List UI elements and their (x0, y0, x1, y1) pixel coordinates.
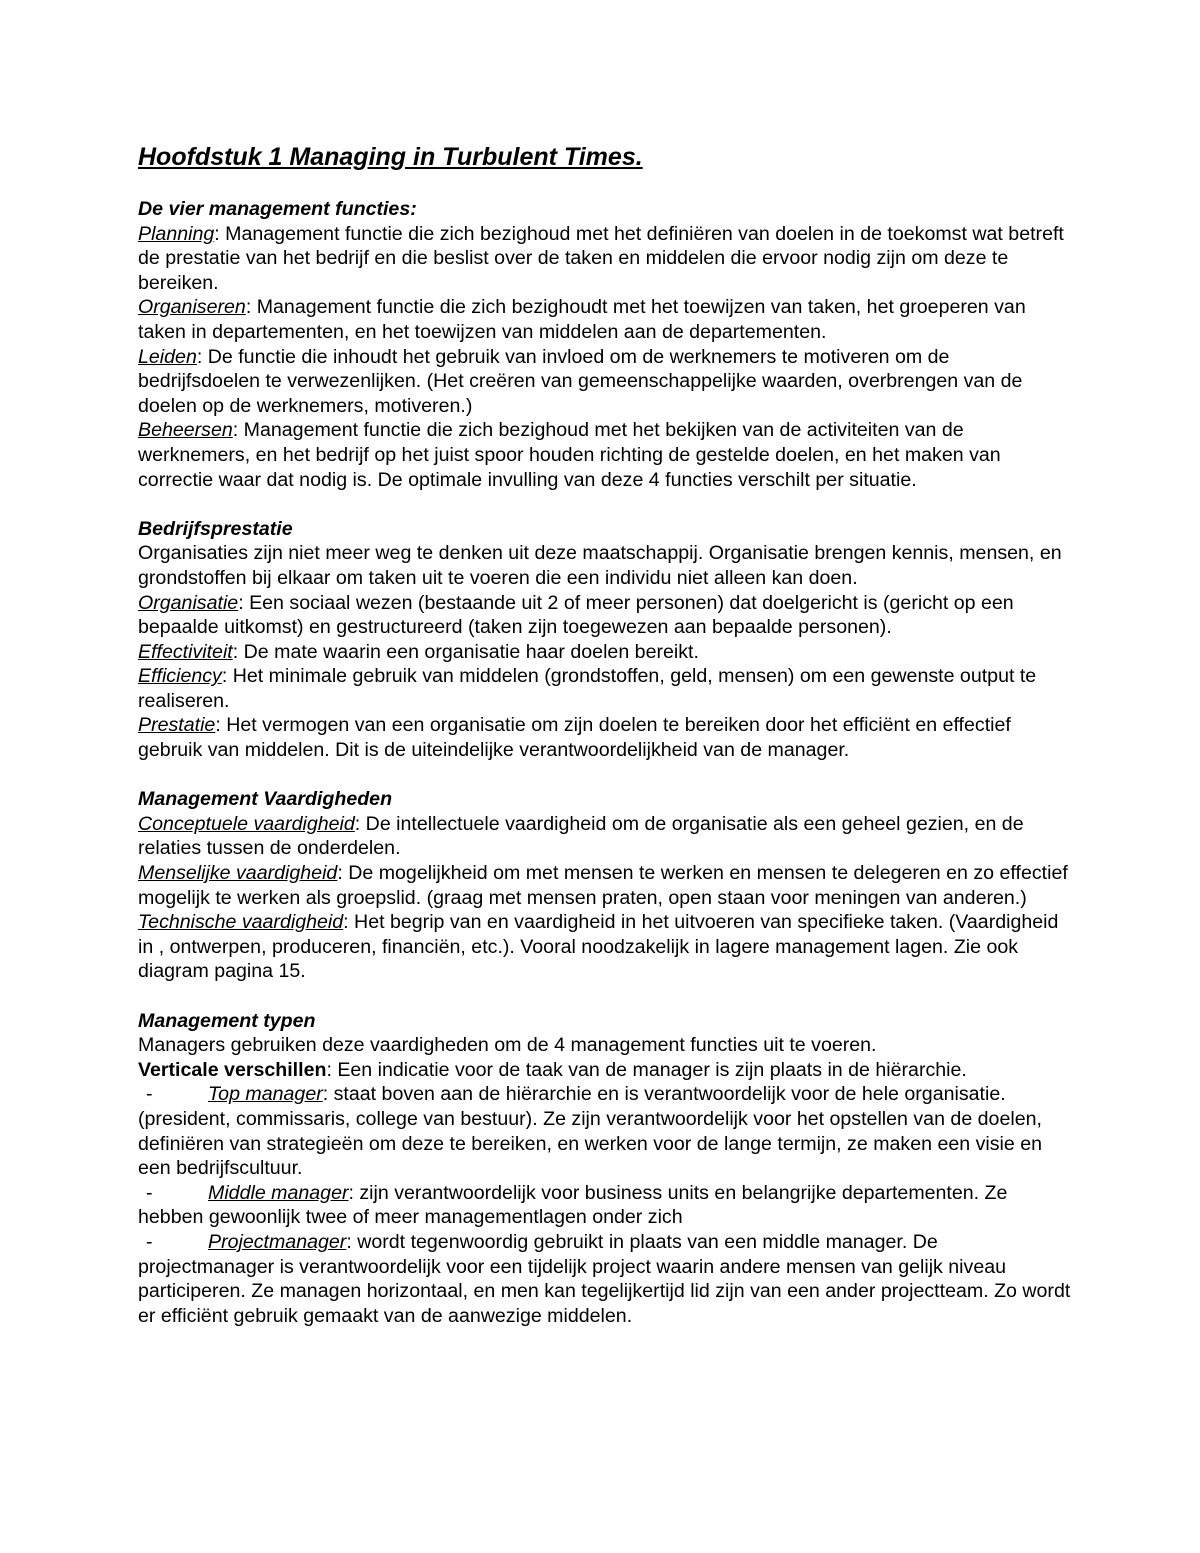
definition-text: : Het vermogen van een organisatie om zijn doelen te bereiken door het efficiënt en effectief gebruik van middelen. Dit is de uiteindelijke verantwoordelijkheid van de manager. (138, 714, 1011, 762)
definition-conceptuele-vaardigheid (138, 812, 1073, 861)
definition-effectiviteit (138, 640, 1073, 665)
term-middle-manager: Middle manager (208, 1181, 349, 1204)
section-intro: Managers gebruiken deze vaardigheden om de 4 management functies uit te voeren. (138, 1034, 877, 1057)
definition-efficiency (138, 664, 1073, 713)
term-projectmanager: Projectmanager (208, 1230, 347, 1253)
definition-organisatie (138, 591, 1073, 640)
bullet-top-manager (138, 1082, 1073, 1180)
section-management-functies (138, 197, 1073, 492)
bullet-text: : staat boven aan de hiërarchie en is verantwoordelijk voor de hele organisatie.(president, commissaris, college van bestuur). Ze zijn verantwoordelijk voor het opstellen van de doelen, definiëren van strategieën om deze te bereiken, en werken voor de lange termijn, ze maken een visie en een bedrijfscultuur. (138, 1083, 1043, 1180)
definition-text: : Management functie die zich bezighoud met het bekijken van de activiteiten van de werknemers, en het bedrijf op het juist spoor houden richting de gestelde doelen, en het maken van correctie waar dat nodig is. De optimale invulling van deze 4 functies verschilt per situatie. (138, 419, 1001, 491)
term-leiden: Leiden (138, 345, 197, 368)
bold-label: Verticale verschillen (138, 1058, 327, 1081)
definition-organiseren (138, 295, 1073, 344)
term-organisatie: Organisatie (138, 591, 239, 614)
term-efficiency: Efficiency (138, 665, 222, 688)
definition-menselijke-vaardigheid (138, 861, 1073, 910)
definition-prestatie (138, 713, 1073, 762)
term-beheersen: Beheersen (138, 419, 233, 442)
section-bedrijfsprestatie (138, 517, 1073, 763)
term-conceptuele-vaardigheid: Conceptuele vaardigheid (138, 812, 355, 835)
term-menselijke-vaardigheid: Menselijke vaardigheid (138, 862, 338, 885)
section-heading: Bedrijfsprestatie (138, 517, 293, 540)
definition-text: : De mate waarin een organisatie haar doelen bereikt. (232, 640, 699, 663)
definition-text: : De intellectuele vaardigheid om de organisatie als een geheel gezien, en de relaties tussen de onderdelen. (138, 812, 1024, 860)
verticale-verschillen (138, 1058, 1073, 1083)
definition-text: : De mogelijkheid om met mensen te werken en mensen te delegeren en zo effectief mogelijk te werken als groepslid. (graag met mensen praten, open staan voor meningen van anderen.) (138, 862, 1068, 909)
document-content (138, 142, 1073, 1353)
term-organiseren: Organiseren (138, 296, 246, 319)
definition-planning (138, 222, 1073, 296)
definition-technische-vaardigheid (138, 910, 1073, 984)
definition-text: : Management functie die zich bezighoud met het definiëren van doelen in de toekomst wat betreft de prestatie van het bedrijf en die beslist over de taken en middelen die ervoor nodig zijn om deze te bereiken. (138, 222, 1064, 294)
bullet-dash: - (146, 1083, 153, 1106)
section-heading: De vier management functies: (138, 198, 417, 220)
definition-text: : De functie die inhoudt het gebruik van invloed om de werknemers te motiveren om de bedrijfsdoelen te verwezenlijken. (Het creëren van gemeenschappelijke waarden, overbrengen van de doelen op de werknemers, motiveren.) (138, 345, 1023, 417)
bullet-text: : wordt tegenwoordig gebruikt in plaats van een middle manager. De projectmanager is verantwoordelijk voor een tijdelijk project waarin andere mensen van gelijk niveau participeren. Ze managen horizontaal, en men kan tegelijkertijd lid zijn van een ander projectteam. Zo wordt er efficiënt gebruik gemaakt van de aanwezige middelen. (138, 1230, 1071, 1327)
definition-leiden (138, 345, 1073, 419)
bullet-middle-manager (138, 1181, 1073, 1230)
section-intro: Organisaties zijn niet meer weg te denken uit deze maatschappij. Organisatie brengen kennis, mensen, en grondstoffen bij elkaar om taken uit te voeren die een individu niet alleen kan doen. (138, 542, 1062, 589)
bullet-text: : zijn verantwoordelijk voor business units en belangrijke departementen. Ze hebben gewoonlijk twee of meer managementlagen onder zich (138, 1181, 1008, 1229)
term-planning: Planning (138, 222, 215, 245)
section-heading: Management Vaardigheden (138, 788, 393, 811)
definition-text: : Een sociaal wezen (bestaande uit 2 of meer personen) dat doelgericht is (gericht op een bepaalde uitkomst) en gestructureerd (taken zijn toegewezen aan bepaalde personen). (138, 591, 1014, 639)
section-heading: Management typen (138, 1009, 316, 1032)
term-top-manager: Top manager (208, 1083, 323, 1106)
section-management-typen (138, 1009, 1073, 1329)
bullet-projectmanager (138, 1230, 1073, 1328)
term-technische-vaardigheid: Technische vaardigheid (138, 911, 344, 934)
bold-label-text: : Een indicatie voor de taak van de manager is zijn plaats in de hiërarchie. (326, 1058, 967, 1081)
term-prestatie: Prestatie (138, 714, 216, 737)
definition-text: : Het minimale gebruik van middelen (grondstoffen, geld, mensen) om een gewenste output te realiseren. (138, 665, 1037, 712)
definition-beheersen (138, 418, 1073, 492)
definition-text: : Management functie die zich bezighoudt met het toewijzen van taken, het groeperen van taken in departementen, en het toewijzen van middelen aan de departementen. (138, 296, 1026, 343)
bullet-dash: - (146, 1181, 153, 1204)
bullet-dash: - (146, 1230, 153, 1253)
definition-text: : Het begrip van en vaardigheid in het uitvoeren van specifieke taken. (Vaardigheid in , ontwerpen, produceren, financiën, etc.). Vooral noodzakelijk in lagere management lagen. Zie ook diagram pagina 15. (138, 911, 1059, 983)
document-title: Hoofdstuk 1 Managing in Turbulent Times. (138, 143, 643, 171)
term-effectiviteit: Effectiviteit (138, 640, 233, 663)
section-management-vaardigheden (138, 787, 1073, 984)
